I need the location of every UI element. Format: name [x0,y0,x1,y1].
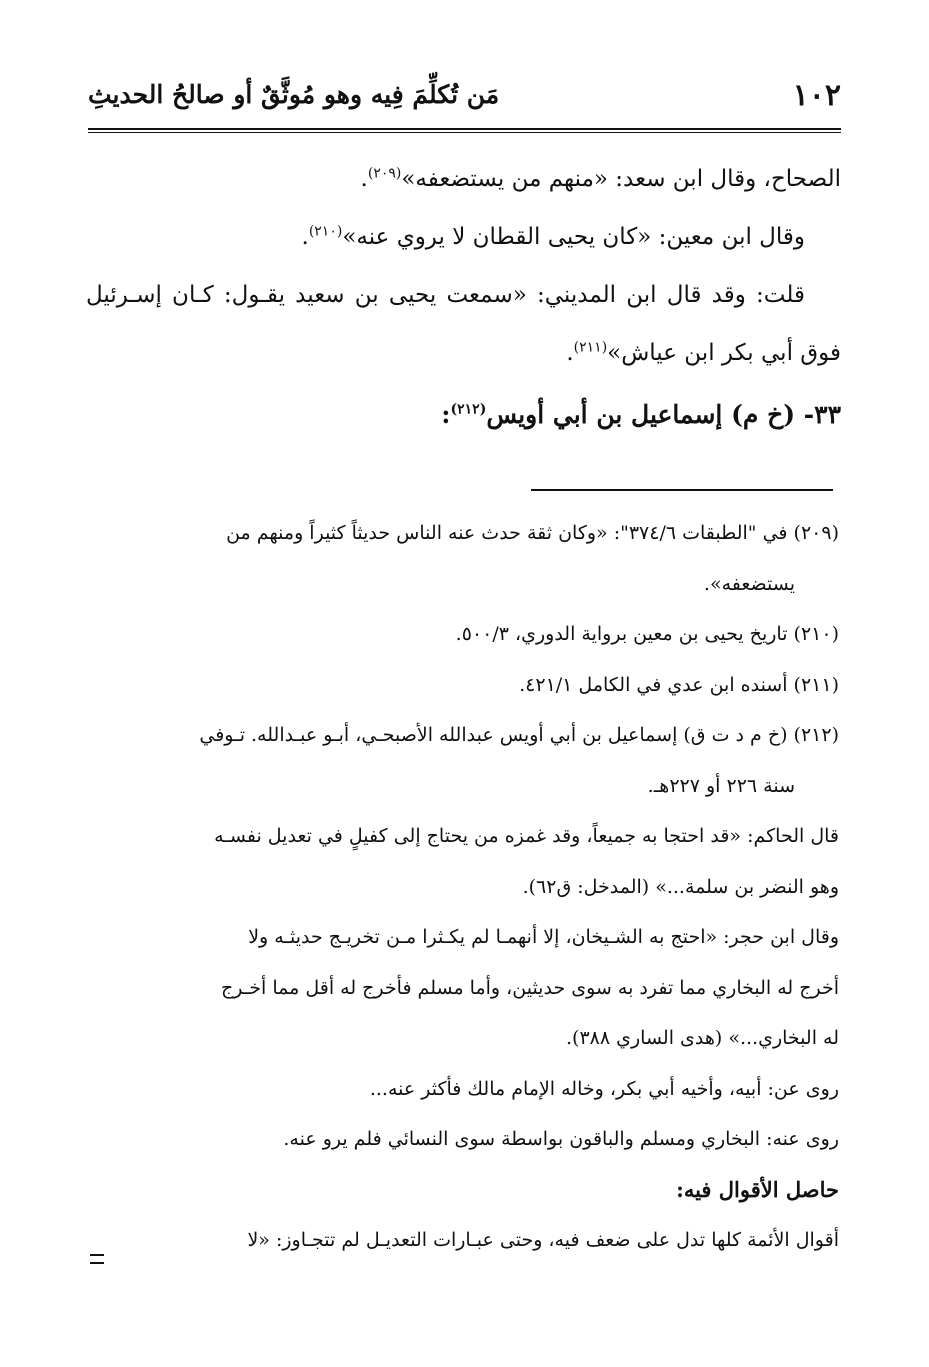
footnote-ref-209: (٢٠٩) [367,165,402,182]
footnote-209-line2: يستضعفه». [703,572,795,595]
footnote-211: (٢١١) أسنده ابن عدي في الكامل ٤٢١/١. [519,673,839,696]
summary-line: أقوال الأئمة كلها تدل على ضعف فيه، وحتى عبـارات التعديـل لم تتجـاوز: «لا [247,1229,839,1251]
page-number: ١٠٢ [792,78,841,113]
hajar-quote-line3: له البخاري...» (هدى الساري ٣٨٨). [566,1027,839,1049]
header-rule-thin [88,132,841,133]
paragraph-ibn-saad: الصحاح، وقال ابن سعد: «منهم من يستضعفه»$^{(٢٠٩)}$. [360,165,841,192]
summary-heading: حاصل الأقوال فيه: [676,1176,839,1202]
paragraph-ibn-maeen: وقال ابن معين: «كان يحيى القطان لا يروي عنه»$^{(٢١٠)}$. [301,223,805,250]
footnote-210: (٢١٠) تاريخ يحيى بن معين برواية الدوري، ٥٠٠/٣. [455,623,839,645]
hajar-quote-line2: أخرج له البخاري مما تفرد به سوى حديثين، وأما مسلم فأخرج له أقل مما أخـرج [220,976,839,999]
hakim-quote-line2: وهو النضر بن سلمة...» (المدخل: ق٦٢). [522,875,839,898]
footnote-ref-210: (٢١٠) [308,223,343,240]
footnote-ref-211: (٢١١) [573,339,608,356]
footnote-separator [531,489,833,491]
footnote-212-line1: (٢١٢) (خ م د ت ق) إسماعيل بن أبي أويس عبدالله الأصبحـي، أبـو عبـدالله. تـوفي [199,724,839,746]
entry-heading: ٣٣- (خ م) إسماعيل بن أبي أويس$^{(٢١٢)}$: [441,400,841,429]
footnote-209-line1: (٢٠٩) في "الطبقات ٣٧٤/٦": «وكان ثقة حدث عنه الناس حديثاً كثيراً ومنهم من [226,522,839,544]
header-rule [88,128,841,130]
main-text [86,150,841,444]
page-header [88,74,841,124]
footnote-212-line2: سنة ٢٢٦ أو ٢٢٧هـ. [647,774,795,797]
running-title: مَن تُكلِّمَ فِيه وهو مُوثَّقٌ أو صالحُ الحديثِ [88,80,500,109]
footnotes [86,508,839,1266]
narrated-from: روى عن: أبيه، وأخيه أبي بكر، وخاله الإمام مالك فأكثر عنه... [369,1077,839,1100]
hajar-quote-line1: وقال ابن حجر: «احتج به الشـيخان، إلا أنهمـا لم يكـثرا مـن تخريـج حديثـه ولا [248,926,839,948]
footnote-ref-212: (٢١٢) [450,401,487,418]
hakim-quote-line1: قال الحاكم: «قد احتجا به جميعاً، وقد غمزه من يحتاج إلى كفيلٍ في تعديل نفسـه [214,825,839,847]
paragraph-ibn-madini: قلت: وقد قال ابن المديني: «سمعت يحيى بن سعيد يقـول: كـان إسـرئيل فوق أبي بكر ابن عياش»$^{(٢١١)}$. [86,282,841,366]
continuation-mark [90,1254,104,1264]
narrated-by: روى عنه: البخاري ومسلم والباقون بواسطة سوى النسائي فلم يرو عنه. [283,1128,839,1150]
